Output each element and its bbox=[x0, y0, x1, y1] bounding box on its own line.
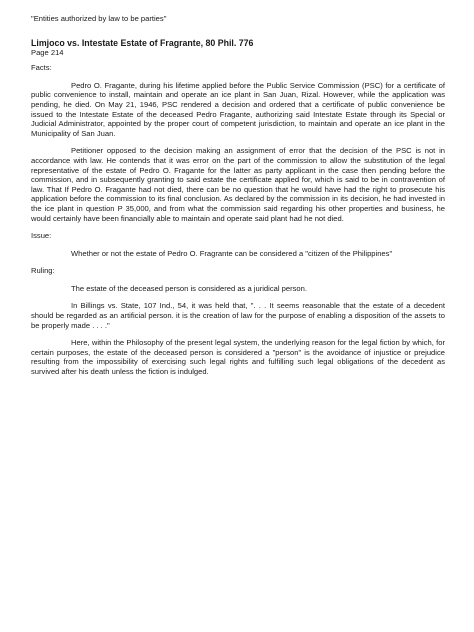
ruling-paragraph: Here, within the Philosophy of the present legal system, the underlying reason for the legal fiction by which, for certain purposes, the estate of the deceased person is considered a "person" is the avoidance of injustice or prejudice resulting from the impossibility of exercising such legal rights and fulfilling such legal obligations of the decedent as survived after his death unless the fiction is indulged. bbox=[31, 338, 445, 377]
ruling-paragraph: In Billings vs. State, 107 Ind., 54, it was held that, ". . . It seems reasonable that the estate of a decedent should be regarded as an artificial person. it is the creation of law for the purpose of enabling a disposition of the assets to be properly made . . . ." bbox=[31, 301, 445, 330]
facts-label: Facts: bbox=[31, 63, 52, 73]
ruling-label: Ruling: bbox=[31, 266, 55, 276]
issue-text: Whether or not the estate of Pedro O. Fragrante can be considered a "citizen of the Philippines" bbox=[71, 248, 393, 258]
topic-heading: "Entities authorized by law to be parties" bbox=[31, 14, 167, 23]
facts-paragraph: Petitioner opposed to the decision making an assignment of error that the decision of the PSC is not in accordance with law. He contends that it was error on the part of the commission to allow the substitution of the legal representative of the estate of Pedro O. Fragante for the latter as party applicant in the case then pending before the commission, and in subsequently granting to said estate the certificate applied for, which is said to be in contravention of law. That If Pedro O. Fragante had not died, there can be no question that he would have had the right to prosecute his application before the commission to its final conclusion. As declared by the commission in its decision, he had invested in the ice plant in question P 35,000, and from what the commission said regarding his other properties and business, he would certainly have been financially able to maintain and operate said plant had he not died. bbox=[31, 146, 445, 223]
page-reference: Page 214 bbox=[31, 47, 64, 57]
case-title: Limjoco vs. Intestate Estate of Fragrante, 80 Phil. 776 bbox=[31, 37, 254, 48]
document-page bbox=[31, 14, 445, 385]
ruling-first-paragraph: The estate of the deceased person is considered as a juridical person. bbox=[71, 283, 307, 293]
issue-label: Issue: bbox=[31, 231, 52, 241]
facts-paragraph: Pedro O. Fragante, during his lifetime applied before the Public Service Commission (PSC) for a certificate of public convenience to install, maintain and operate an ice plant in San Juan, Rizal. However, while the application was pending, he died. On May 21, 1946, PSC rendered a decision and ordered that a certificate of public convenience be issued to the Intestate Estate of the deceased Pedro Fragante, authorizing said Intestate Estate through its Special or Judicial Administrator, appointed by the proper court of competent jurisdiction, to maintain and operate an ice plant in the Municipality of San Juan. bbox=[31, 80, 445, 138]
